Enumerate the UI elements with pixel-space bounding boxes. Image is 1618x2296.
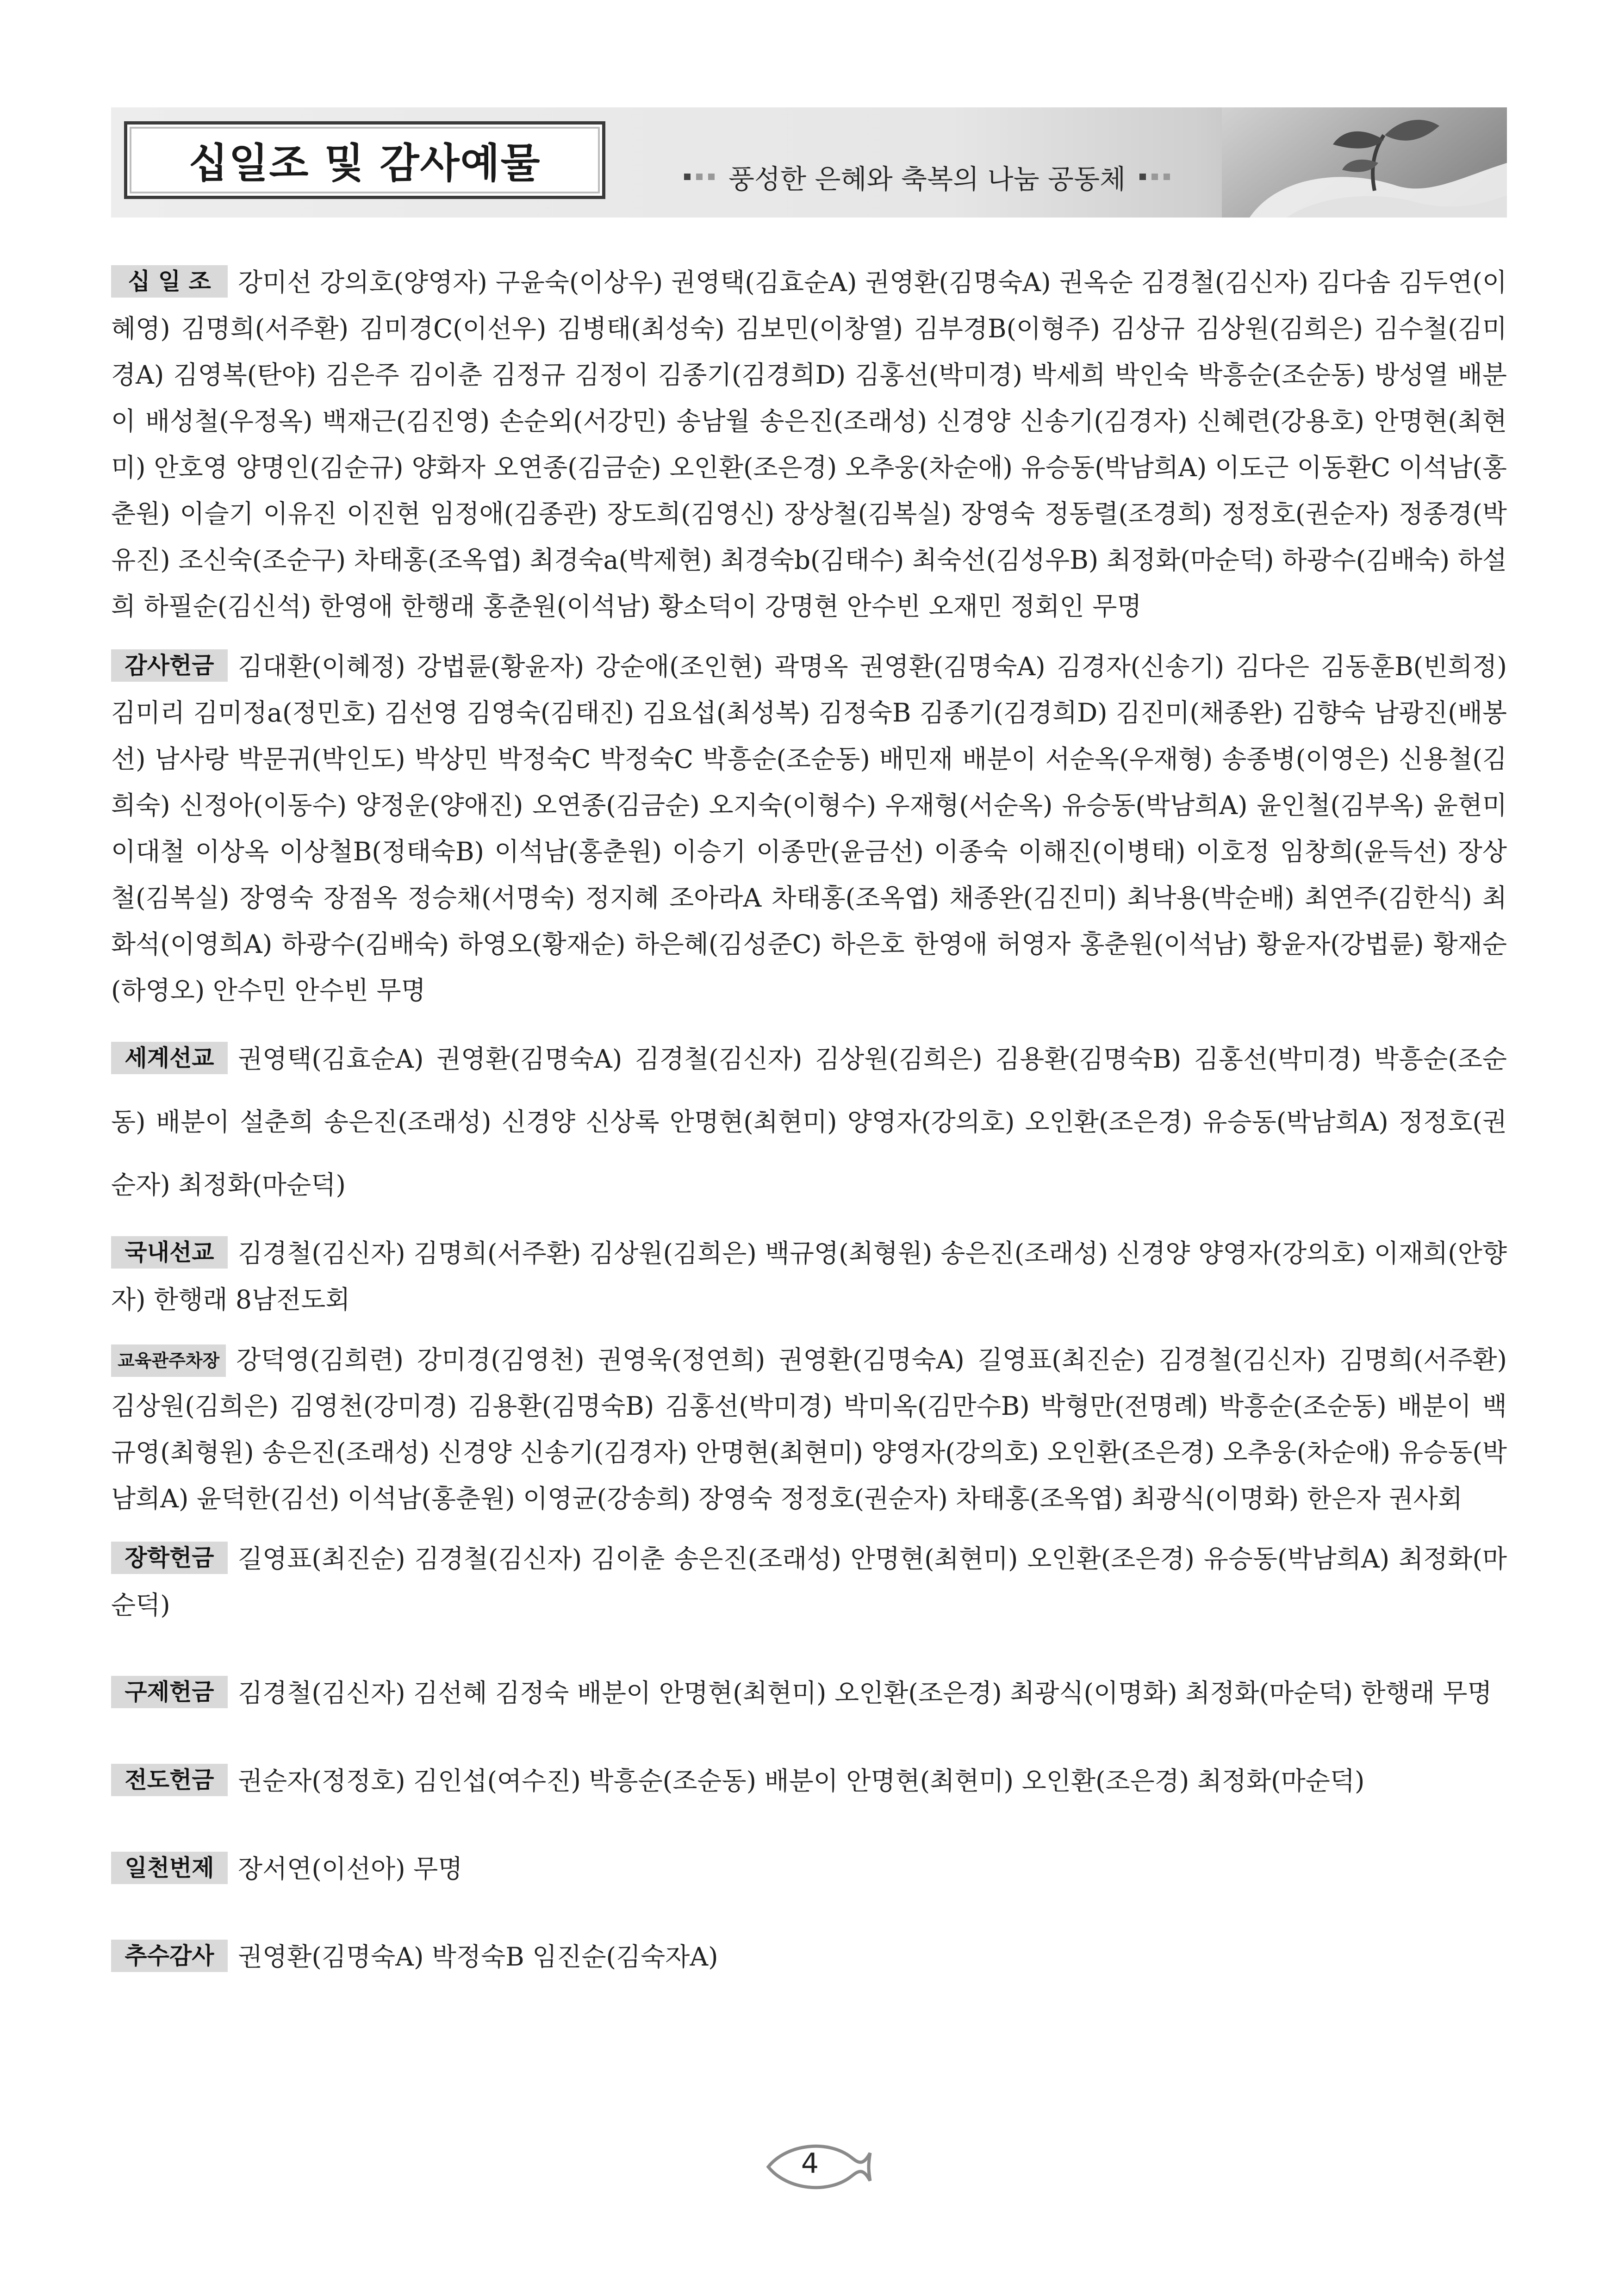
section-names: 길영표(최진순) 김경철(김신자) 김이춘 송은진(조래성) 안명현(최현미) 오인환(조은경) 유승동(박남희A) 최정화(마순덕) xyxy=(111,1544,1507,1620)
section-label: 교육관주차장 xyxy=(111,1344,226,1377)
offering-list xyxy=(111,259,1507,1980)
page-title-box xyxy=(124,121,605,199)
section-names: 장서연(이선아) 무명 xyxy=(238,1854,463,1884)
section-label: 장학헌금 xyxy=(111,1542,228,1574)
section-label: 십 일 조 xyxy=(111,265,228,298)
section-label: 감사헌금 xyxy=(111,649,228,682)
section-education-parking xyxy=(111,1337,1507,1522)
section-names: 권영택(김효순A) 권영환(김명숙A) 김경철(김신자) 김상원(김희은) 김용환(김명숙B) 김홍선(박미경) 박흥순(조순동) 배분이 설춘희 송은진(조래성) 신경양 신상록 안명현(최현미) 양영자(강의호) 오인환(조은경) 유승동(박남희A) 정정호(권순자) 최정화(마순덕) xyxy=(111,1044,1507,1200)
page-subtitle xyxy=(684,157,1170,196)
section-thanksgiving xyxy=(111,643,1507,1014)
section-names: 강미선 강의호(양영자) 구윤숙(이상우) 권영택(김효순A) 권영환(김명숙A) 권옥순 김경철(김신자) 김다솜 김두연(이혜영) 김명희(서주환) 김미경C(이선우) 김병태(최성숙) 김보민(이창열) 김부경B(이형주) 김상규 김상원(김희은) 김수철(김미경A) 김영복(탄야) 김은주 김이춘 김정규 김정이 김종기(김경희D) 김홍선(박미경) 박세희 박인숙 박흥순(조순동) 방성열 배분이 배성철(우정옥) 백재근(김진영) 손순외(서강민) 송남월 송은진(조래성) 신경양 신송기(김경자) 신혜련(강용호) 안명현(최현미) 안호영 양명인(김순규) 양화자 오연종(김금순) 오인환(조은경) 오추웅(차순애) 유승동(박남희A) 이도근 이동환C 이석남(홍춘원) 이슬기 이유진 이진현 임정애(김종관) 장도희(김영신) 장상철(김복실) 장영숙 정동렬(조경희) 정정호(권순자) 정종경(박유진) 조신숙(조순구) 차태홍(조옥엽) 최경숙a(박제현) 최경숙b(김태수) 최숙선(김성우B) 최정화(마순덕) 하광수(김배숙) 하설희 하필순(김신석) 한영애 한행래 홍춘원(이석남) 황소덕이 강명현 안수빈 오재민 정회인 무명 xyxy=(111,268,1507,621)
section-names: 김경철(김신자) 김명희(서주환) 김상원(김희은) 백규영(최형원) 송은진(조래성) 신경양 양영자(강의호) 이재희(안향자) 한행래 8남전도회 xyxy=(111,1238,1507,1314)
hands-with-sprout-icon xyxy=(1222,107,1507,218)
subtitle-text: 풍성한 은혜와 축복의 나눔 공동체 xyxy=(728,163,1126,195)
section-domestic-mission xyxy=(111,1230,1507,1323)
section-thousand-offerings xyxy=(111,1846,1507,1892)
section-scholarship xyxy=(111,1536,1507,1628)
section-label: 추수감사 xyxy=(111,1940,228,1972)
section-evangelism xyxy=(111,1758,1507,1804)
bullet-dots-icon xyxy=(684,174,715,180)
section-names: 김경철(김신자) 김선혜 김정숙 배분이 안명현(최현미) 오인환(조은경) 최광식(이명화) 최정화(마순덕) 한행래 무명 xyxy=(238,1678,1492,1708)
section-label: 구제헌금 xyxy=(111,1676,228,1708)
section-label: 전도헌금 xyxy=(111,1764,228,1796)
page-number: 4 xyxy=(801,2147,819,2180)
section-label: 일천번제 xyxy=(111,1852,228,1884)
page-number-badge xyxy=(759,2139,879,2195)
section-names: 김대환(이혜정) 강법륜(황윤자) 강순애(조인현) 곽명옥 권영환(김명숙A) 김경자(신송기) 김다은 김동훈B(빈희정) 김미리 김미정a(정민호) 김선영 김영숙(김태진) 김요섭(최성복) 김정숙B 김종기(김경희D) 김진미(채종완) 김향숙 남광진(배봉선) 남사랑 박문귀(박인도) 박상민 박정숙C 박정숙C 박흥순(조순동) 배민재 배분이 서순옥(우재형) 송종병(이영은) 신용철(김희숙) 신정아(이동수) 양정운(양애진) 오연종(김금순) 오지숙(이형수) 우재형(서순옥) 유승동(박남희A) 윤인철(김부옥) 윤현미 이대철 이상옥 이상철B(정태숙B) 이석남(홍춘원) 이승기 이종만(윤금선) 이종숙 이해진(이병태) 이호정 임창희(윤득선) 장상철(김복실) 장영숙 장점옥 정승채(서명숙) 정지혜 조아라A 차태홍(조옥엽) 채종완(김진미) 최낙용(박순배) 최연주(김한식) 최화석(이영희A) 하광수(김배숙) 하영오(황재순) 하은혜(김성준C) 하은호 한영애 허영자 홍춘원(이석남) 황윤자(강법륜) 황재순(하영오) 안수민 안수빈 무명 xyxy=(111,652,1507,1005)
page-title: 십일조 및 감사예물 xyxy=(188,139,541,187)
section-names: 강덕영(김희련) 강미경(김영천) 권영욱(정연희) 권영환(김명숙A) 길영표(최진순) 김경철(김신자) 김명희(서주환) 김상원(김희은) 김영천(강미경) 김용환(김명숙B) 김홍선(박미경) 박미옥(김만수B) 박형만(전명례) 박흥순(조순동) 배분이 백규영(최형원) 송은진(조래성) 신경양 신송기(김경자) 안명현(최현미) 양영자(강의호) 오인환(조은경) 오추웅(차순애) 유승동(박남희A) 윤덕한(김선) 이석남(홍춘원) 이영균(강송희) 장영숙 정정호(권순자) 차태홍(조옥엽) 최광식(이명화) 한은자 권사회 xyxy=(111,1345,1507,1513)
section-label: 세계선교 xyxy=(111,1042,228,1074)
section-world-mission xyxy=(111,1027,1507,1216)
section-tithe xyxy=(111,259,1507,629)
section-relief xyxy=(111,1670,1507,1716)
section-harvest-thanksgiving xyxy=(111,1934,1507,1980)
bullet-dots-icon xyxy=(1139,174,1170,180)
section-label: 국내선교 xyxy=(111,1236,228,1269)
section-names: 권순자(정정호) 김인섭(여수진) 박흥순(조순동) 배분이 안명현(최현미) 오인환(조은경) 최정화(마순덕) xyxy=(238,1766,1365,1796)
section-names: 권영환(김명숙A) 박정숙B 임진순(김숙자A) xyxy=(238,1942,718,1972)
